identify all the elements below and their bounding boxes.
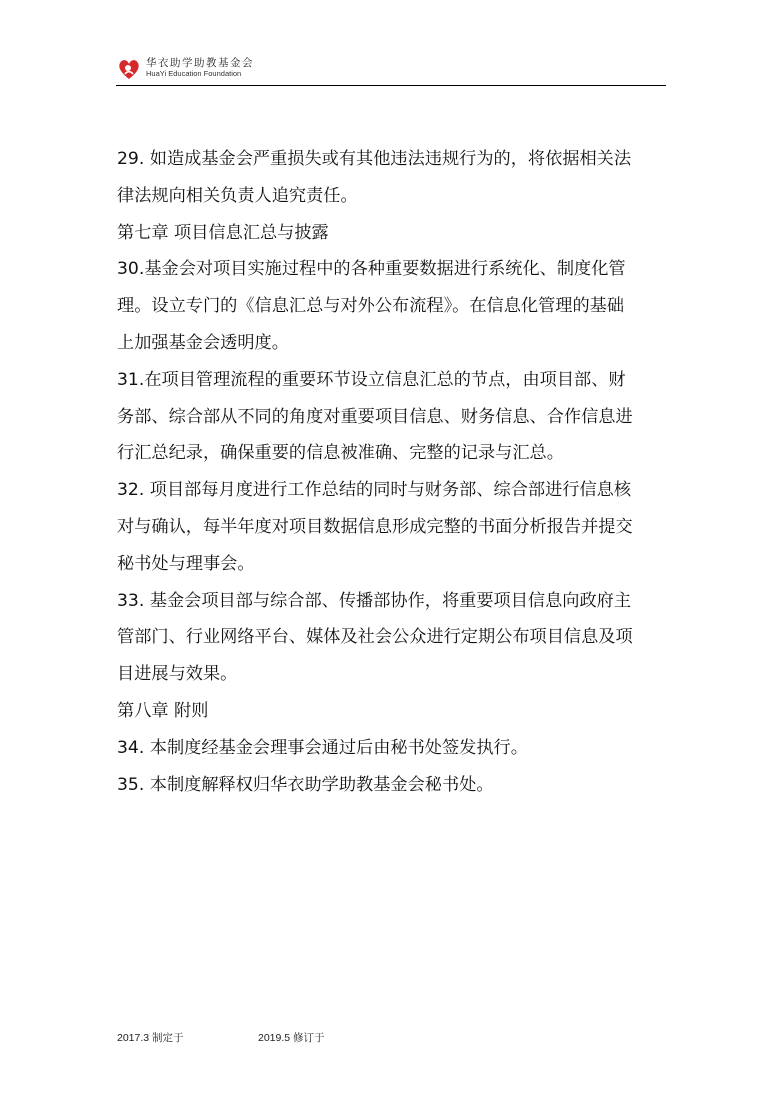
- org-name-en: HuaYi Education Foundation: [146, 69, 242, 78]
- text-line: 秘书处与理事会。: [117, 553, 255, 574]
- text-line: 34. 本制度经基金会理事会通过后由秘书处签发执行。: [117, 737, 528, 758]
- text-line: 29. 如造成基金会严重损失或有其他违法违规行为的，将依据相关法: [117, 149, 632, 169]
- text-line: 务部、综合部从不同的角度对重要项目信息、财务信息、合作信息进: [117, 406, 633, 427]
- text-line: 对与确认，每半年度对项目数据信息形成完整的书面分析报告并提交: [117, 516, 633, 537]
- document-body: [117, 141, 677, 803]
- text-line: 上加强基金会透明度。: [117, 332, 289, 353]
- text-line: 行汇总纪录，确保重要的信息被准确、完整的记录与汇总。: [117, 443, 564, 464]
- text-line: 目进展与效果。: [117, 664, 238, 685]
- text-line: 31.在项目管理流程的重要环节设立信息汇总的节点，由项目部、财: [117, 369, 626, 390]
- org-name-cn: 华衣助学助教基金会: [146, 57, 254, 69]
- text-line: 35. 本制度解释权归华衣助学助教基金会秘书处。: [117, 774, 494, 795]
- footer-revised-date: 2019.5 修订于: [258, 1032, 325, 1044]
- chapter-heading: 第八章 附则: [117, 700, 209, 721]
- page-header: [116, 54, 666, 86]
- chapter-heading: 第七章 项目信息汇总与披露: [117, 222, 329, 243]
- text-line: 33. 基金会项目部与综合部、传播部协作，将重要项目信息向政府主: [117, 590, 632, 611]
- text-line: 30.基金会对项目实施过程中的各种重要数据进行系统化、制度化管: [117, 259, 626, 280]
- foundation-logo: [116, 56, 142, 82]
- text-line: 32. 项目部每月度进行工作总结的同时与财务部、综合部进行信息核: [117, 480, 632, 501]
- footer-made-date: 2017.3 制定于: [117, 1032, 184, 1044]
- header-divider: [116, 85, 666, 86]
- text-line: 管部门、行业网络平台、媒体及社会公众进行定期公布项目信息及项: [117, 627, 633, 648]
- text-line: 律法规向相关负责人追究责任。: [117, 185, 358, 206]
- text-line: 理。设立专门的《信息汇总与对外公布流程》。在信息化管理的基础: [117, 296, 625, 317]
